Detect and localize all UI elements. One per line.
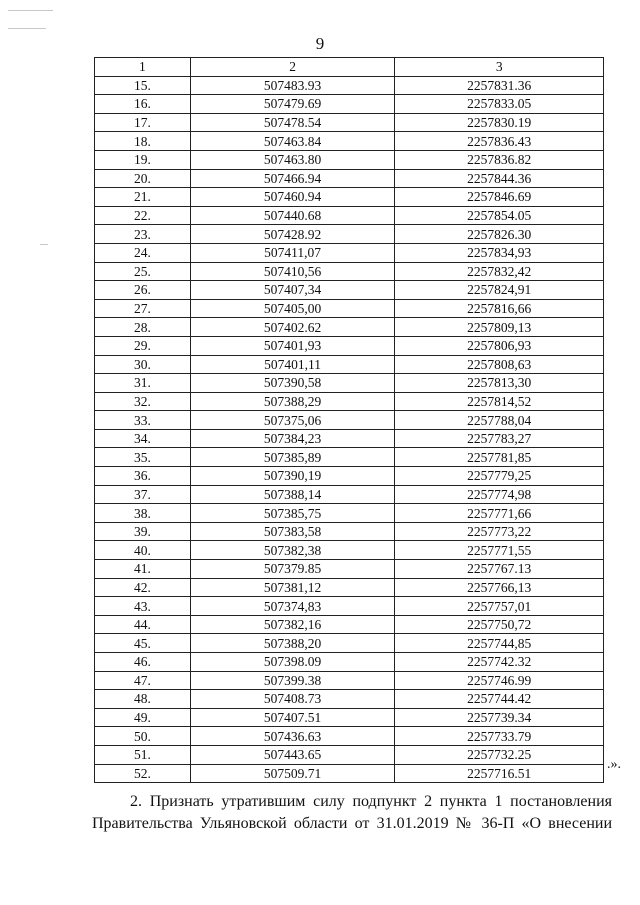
table-row xyxy=(95,467,604,486)
point-number-cell: 15. xyxy=(95,76,191,95)
paragraph-line-1: 2. Признать утратившим силу подпункт 2 пункта 1 постановления xyxy=(130,793,612,810)
point-number-cell: 41. xyxy=(95,560,191,579)
point-number-cell: 48. xyxy=(95,690,191,709)
x-coordinate-cell: 507466.94 xyxy=(190,169,395,188)
point-number-cell: 32. xyxy=(95,392,191,411)
x-coordinate-cell: 507383,58 xyxy=(190,522,395,541)
table-row xyxy=(95,634,604,653)
table-row xyxy=(95,318,604,337)
table-row xyxy=(95,169,604,188)
x-coordinate-cell: 507411,07 xyxy=(190,243,395,262)
y-coordinate-cell: 2257808,63 xyxy=(395,355,604,374)
point-number-cell: 36. xyxy=(95,467,191,486)
x-coordinate-cell: 507390,58 xyxy=(190,374,395,393)
y-coordinate-cell: 2257813,30 xyxy=(395,374,604,393)
y-coordinate-cell: 2257824,91 xyxy=(395,281,604,300)
table-row xyxy=(95,206,604,225)
x-coordinate-cell: 507509.71 xyxy=(190,764,395,783)
x-coordinate-cell: 507379.85 xyxy=(190,560,395,579)
x-coordinate-cell: 507436.63 xyxy=(190,727,395,746)
y-coordinate-cell: 2257816,66 xyxy=(395,299,604,318)
table-row xyxy=(95,745,604,764)
table-row xyxy=(95,374,604,393)
x-coordinate-cell: 507381,12 xyxy=(190,578,395,597)
table-row xyxy=(95,690,604,709)
y-coordinate-cell: 2257744,85 xyxy=(395,634,604,653)
point-number-cell: 17. xyxy=(95,113,191,132)
coordinates-table xyxy=(94,57,604,783)
table-row xyxy=(95,448,604,467)
y-coordinate-cell: 2257834,93 xyxy=(395,243,604,262)
y-coordinate-cell: 2257774,98 xyxy=(395,485,604,504)
point-number-cell: 28. xyxy=(95,318,191,337)
table-row xyxy=(95,392,604,411)
y-coordinate-cell: 2257732.25 xyxy=(395,745,604,764)
point-number-cell: 40. xyxy=(95,541,191,560)
y-coordinate-cell: 2257826.30 xyxy=(395,225,604,244)
table-row xyxy=(95,299,604,318)
point-number-cell: 30. xyxy=(95,355,191,374)
point-number-cell: 43. xyxy=(95,597,191,616)
y-coordinate-cell: 2257806,93 xyxy=(395,336,604,355)
y-coordinate-cell: 2257788,04 xyxy=(395,411,604,430)
point-number-cell: 50. xyxy=(95,727,191,746)
x-coordinate-cell: 507385,89 xyxy=(190,448,395,467)
table-row xyxy=(95,560,604,579)
y-coordinate-cell: 2257854.05 xyxy=(395,206,604,225)
table-row xyxy=(95,485,604,504)
table-row xyxy=(95,764,604,783)
page-number: 9 xyxy=(315,34,325,53)
x-coordinate-cell: 507382,38 xyxy=(190,541,395,560)
x-coordinate-cell: 507398.09 xyxy=(190,653,395,672)
y-coordinate-cell: 2257773,22 xyxy=(395,522,604,541)
table-row xyxy=(95,355,604,374)
point-number-cell: 25. xyxy=(95,262,191,281)
point-number-cell: 38. xyxy=(95,504,191,523)
x-coordinate-cell: 507483.93 xyxy=(190,76,395,95)
point-number-cell: 52. xyxy=(95,764,191,783)
point-number-cell: 34. xyxy=(95,429,191,448)
point-number-cell: 49. xyxy=(95,708,191,727)
point-number-cell: 45. xyxy=(95,634,191,653)
x-coordinate-cell: 507463.80 xyxy=(190,150,395,169)
point-number-cell: 26. xyxy=(95,281,191,300)
point-number-cell: 31. xyxy=(95,374,191,393)
y-coordinate-cell: 2257830.19 xyxy=(395,113,604,132)
table-row xyxy=(95,336,604,355)
x-coordinate-cell: 507443.65 xyxy=(190,745,395,764)
y-coordinate-cell: 2257831.36 xyxy=(395,76,604,95)
y-coordinate-cell: 2257771,66 xyxy=(395,504,604,523)
coordinates-table-body xyxy=(95,58,604,783)
point-number-cell: 47. xyxy=(95,671,191,690)
y-coordinate-cell: 2257716.51 xyxy=(395,764,604,783)
x-coordinate-cell: 507478.54 xyxy=(190,113,395,132)
y-coordinate-cell: 2257844.36 xyxy=(395,169,604,188)
x-coordinate-cell: 507407.51 xyxy=(190,708,395,727)
y-coordinate-cell: 2257836.82 xyxy=(395,150,604,169)
table-header-row xyxy=(95,58,604,77)
y-coordinate-cell: 2257771,55 xyxy=(395,541,604,560)
point-number-cell: 24. xyxy=(95,243,191,262)
x-coordinate-cell: 507384,23 xyxy=(190,429,395,448)
x-coordinate-cell: 507479.69 xyxy=(190,95,395,114)
closing-quote-mark: .». xyxy=(607,757,621,772)
y-coordinate-cell: 2257836.43 xyxy=(395,132,604,151)
y-coordinate-cell: 2257809,13 xyxy=(395,318,604,337)
x-coordinate-cell: 507388,20 xyxy=(190,634,395,653)
table-row xyxy=(95,132,604,151)
point-number-cell: 21. xyxy=(95,188,191,207)
point-number-cell: 39. xyxy=(95,522,191,541)
x-coordinate-cell: 507460.94 xyxy=(190,188,395,207)
table-row xyxy=(95,150,604,169)
table-row xyxy=(95,727,604,746)
table-row xyxy=(95,615,604,634)
y-coordinate-cell: 2257742.32 xyxy=(395,653,604,672)
table-row xyxy=(95,671,604,690)
table-row xyxy=(95,113,604,132)
x-coordinate-cell: 507375,06 xyxy=(190,411,395,430)
x-coordinate-cell: 507401,93 xyxy=(190,336,395,355)
y-coordinate-cell: 2257814,52 xyxy=(395,392,604,411)
y-coordinate-cell: 2257757,01 xyxy=(395,597,604,616)
x-coordinate-cell: 507463.84 xyxy=(190,132,395,151)
table-row xyxy=(95,95,604,114)
y-coordinate-cell: 2257746.99 xyxy=(395,671,604,690)
x-coordinate-cell: 507399.38 xyxy=(190,671,395,690)
x-coordinate-cell: 507402.62 xyxy=(190,318,395,337)
y-coordinate-cell: 2257783,27 xyxy=(395,429,604,448)
x-coordinate-cell: 507388,14 xyxy=(190,485,395,504)
x-coordinate-cell: 507390,19 xyxy=(190,467,395,486)
x-coordinate-cell: 507440.68 xyxy=(190,206,395,225)
table-row xyxy=(95,243,604,262)
table-row xyxy=(95,411,604,430)
point-number-cell: 46. xyxy=(95,653,191,672)
point-number-cell: 51. xyxy=(95,745,191,764)
y-coordinate-cell: 2257781,85 xyxy=(395,448,604,467)
point-number-cell: 29. xyxy=(95,336,191,355)
y-coordinate-cell: 2257739.34 xyxy=(395,708,604,727)
column-header-x: 2 xyxy=(190,58,395,77)
table-row xyxy=(95,541,604,560)
table-row xyxy=(95,504,604,523)
x-coordinate-cell: 507408.73 xyxy=(190,690,395,709)
point-number-cell: 20. xyxy=(95,169,191,188)
point-number-cell: 19. xyxy=(95,150,191,169)
column-header-number: 1 xyxy=(95,58,191,77)
point-number-cell: 33. xyxy=(95,411,191,430)
x-coordinate-cell: 507382,16 xyxy=(190,615,395,634)
x-coordinate-cell: 507407,34 xyxy=(190,281,395,300)
table-row xyxy=(95,653,604,672)
point-number-cell: 44. xyxy=(95,615,191,634)
y-coordinate-cell: 2257744.42 xyxy=(395,690,604,709)
scan-artifact xyxy=(40,244,48,245)
y-coordinate-cell: 2257767.13 xyxy=(395,560,604,579)
table-row xyxy=(95,708,604,727)
point-number-cell: 23. xyxy=(95,225,191,244)
table-row xyxy=(95,578,604,597)
scan-artifact xyxy=(8,10,53,11)
table-row xyxy=(95,188,604,207)
scan-artifact xyxy=(8,28,46,29)
y-coordinate-cell: 2257750,72 xyxy=(395,615,604,634)
x-coordinate-cell: 507374,83 xyxy=(190,597,395,616)
x-coordinate-cell: 507405,00 xyxy=(190,299,395,318)
table-row xyxy=(95,262,604,281)
column-header-y: 3 xyxy=(395,58,604,77)
x-coordinate-cell: 507385,75 xyxy=(190,504,395,523)
x-coordinate-cell: 507428.92 xyxy=(190,225,395,244)
y-coordinate-cell: 2257832,42 xyxy=(395,262,604,281)
y-coordinate-cell: 2257833.05 xyxy=(395,95,604,114)
table-row xyxy=(95,522,604,541)
point-number-cell: 18. xyxy=(95,132,191,151)
point-number-cell: 16. xyxy=(95,95,191,114)
point-number-cell: 35. xyxy=(95,448,191,467)
table-row xyxy=(95,76,604,95)
x-coordinate-cell: 507401,11 xyxy=(190,355,395,374)
point-number-cell: 27. xyxy=(95,299,191,318)
point-number-cell: 42. xyxy=(95,578,191,597)
x-coordinate-cell: 507410,56 xyxy=(190,262,395,281)
y-coordinate-cell: 2257779,25 xyxy=(395,467,604,486)
x-coordinate-cell: 507388,29 xyxy=(190,392,395,411)
paragraph-line-2: Правительства Ульяновской области от 31.01.2019 № 36-П «О внесении xyxy=(92,815,612,832)
point-number-cell: 22. xyxy=(95,206,191,225)
y-coordinate-cell: 2257766,13 xyxy=(395,578,604,597)
y-coordinate-cell: 2257846.69 xyxy=(395,188,604,207)
table-row xyxy=(95,281,604,300)
table-row xyxy=(95,225,604,244)
table-row xyxy=(95,597,604,616)
point-number-cell: 37. xyxy=(95,485,191,504)
y-coordinate-cell: 2257733.79 xyxy=(395,727,604,746)
table-row xyxy=(95,429,604,448)
